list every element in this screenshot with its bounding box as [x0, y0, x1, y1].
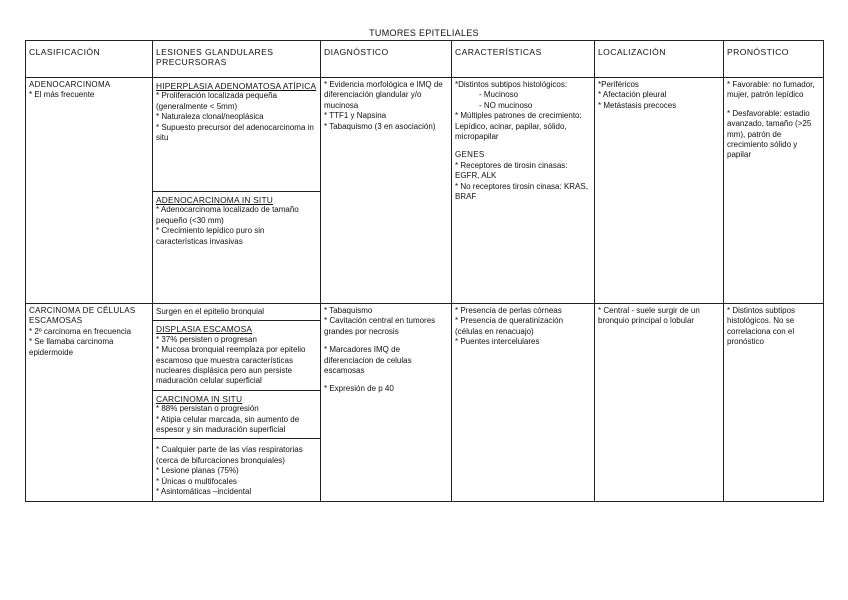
header-row: [26, 41, 824, 78]
text-line: Surgen en el epitelio bronquial: [156, 307, 265, 316]
text-line: * TTF1 y Napsina: [324, 111, 387, 121]
subtype-item: - NO mucinoso: [479, 100, 533, 110]
tumor-name: CARCINOMA DE CÉLULAS ESCAMOSAS: [29, 306, 136, 326]
text-line: * Tabaquismo: [324, 306, 373, 315]
epithelial-tumors-table: [25, 40, 824, 502]
cell-pronostico: [724, 78, 824, 304]
text-line: * Adenocarcinoma localizado de tamaño pequeño (<30 mm): [156, 205, 299, 225]
text-line: * Atipia celular marcada, sin aumento de espesor y sin maduración superficial: [156, 414, 300, 435]
text-line: * Expresión de p 40: [324, 384, 394, 394]
text-line: * Metástasis precoces: [598, 100, 677, 110]
text-line: * Desfavorable: estadio avanzado, tamaño (>25 mm), patrón de crecimiento sólido y papilar: [727, 108, 812, 160]
document-title: TUMORES EPITELIALES: [369, 28, 479, 38]
text-line: * No receptores tirosin cinasa: KRAS, BRAF: [455, 181, 588, 202]
text-line: * 88% persistan o progresión: [156, 404, 259, 414]
text-line: * Naturaleza clonal/neoplásica: [156, 112, 264, 122]
text-line: * 37% persisten o progresan: [156, 334, 257, 344]
text-line: * Evidencia morfológica e IMQ de diferenciación glandular y/o mucinosa: [324, 80, 443, 110]
text-line: * Únicas o multifocales: [156, 476, 237, 486]
text-line: * Asintomáticas –incidental: [156, 487, 252, 497]
text-line: * Distintos subtipos histológicos. No se correlaciona con el pronóstico: [727, 306, 796, 347]
cell-pronostico: [724, 304, 824, 502]
lesion-block: [153, 320, 320, 389]
header-localizacion: LOCALIZACIÓN: [595, 41, 724, 78]
lesion-block: [153, 78, 320, 191]
header-clasificacion: CLASIFICACIÓN: [26, 41, 153, 78]
text-line: * Múltiples patrones de crecimiento: Lepídico, acinar, papilar, sólido, micropapilar: [455, 111, 582, 142]
cell-localizacion: [595, 78, 724, 304]
text-line: * Puentes intercelulares: [455, 337, 540, 347]
header-diagnostico: DIAGNÓSTICO: [321, 41, 452, 78]
text-line: * Cavitación central en tumores grandes por necrosis: [324, 316, 436, 336]
header-caracteristicas: CARACTERÍSTICAS: [452, 41, 595, 78]
text-line: * Proliferación localizada pequeña (generalmente < 5mm): [156, 91, 277, 111]
cell-diagnostico: [321, 304, 452, 502]
subtype-item: - Mucinoso: [479, 90, 519, 100]
text-line: * Se llamaba carcinoma epidermoide: [29, 337, 114, 357]
lesion-block: [153, 304, 320, 320]
cell-lesiones: [153, 78, 321, 304]
text-line: * Marcadores IMQ de diferenciacion de celulas escamosas: [324, 345, 412, 376]
text-line: * 2º carcinoma en frecuencia: [29, 326, 132, 336]
cell-clasificacion: [26, 304, 153, 502]
cell-caracteristicas: [452, 78, 595, 304]
tumor-name: ADENOCARCINOMA: [29, 80, 111, 89]
text-line: * Receptores de tirosin cinasas: EGFR, ALK: [455, 160, 568, 181]
cell-lesiones: [153, 304, 321, 502]
text-line: * Presencia de queratinización (células en renacuajo): [455, 316, 564, 336]
cell-diagnostico: [321, 78, 452, 304]
cell-caracteristicas: [452, 304, 595, 502]
text-line: *Distintos subtipos histológicos:: [455, 80, 568, 89]
text-line: * Supuesto precursor del adenocarcinoma in situ: [156, 122, 314, 143]
table-row-carcinoma-escamoso: [26, 304, 824, 502]
genes-heading: GENES: [455, 150, 485, 160]
lesion-heading: CARCINOMA IN SITU: [156, 393, 243, 404]
text-line: * Presencia de perlas córneas: [455, 306, 562, 315]
cell-clasificacion: [26, 78, 153, 304]
lesion-heading: ADENOCARCINOMA IN SITU: [156, 195, 274, 205]
text-line: * Tabaquismo (3 en asociación): [324, 121, 436, 131]
text-line: * El más frecuente: [29, 90, 95, 100]
lesion-block: [153, 438, 320, 500]
text-line: * Favorable: no fumador, mujer, patrón lepídico: [727, 80, 815, 100]
cell-localizacion: [595, 304, 724, 502]
text-line: * Cualquier parte de las vías respiratorias (cerca de bifurcaciones bronquiales): [156, 445, 303, 465]
table-row-adenocarcinoma: [26, 78, 824, 304]
lesion-block: [153, 390, 320, 439]
text-line: * Afectación pleural: [598, 90, 667, 100]
header-lesiones: LESIONES GLANDULARES PRECURSORAS: [153, 41, 321, 78]
lesion-heading: HIPERPLASIA ADENOMATOSA ATÍPICA: [156, 81, 317, 91]
lesion-block: [153, 191, 320, 250]
text-line: *Periféricos: [598, 80, 639, 89]
text-line: * Lesione planas (75%): [156, 466, 239, 476]
text-line: * Central - suele surgir de un bronquio principal o lobular: [598, 306, 700, 326]
lesion-heading: DISPLASIA ESCAMOSA: [156, 324, 253, 335]
header-pronostico: PRONÓSTICO: [724, 41, 824, 78]
text-line: * Mucosa bronquial reemplaza por epitelio escamoso que muestra características nucleares displásica pero aun persiste maduración celular superficial: [156, 345, 306, 386]
text-line: * Crecimiento lepídico puro sin características invasivas: [156, 226, 265, 246]
